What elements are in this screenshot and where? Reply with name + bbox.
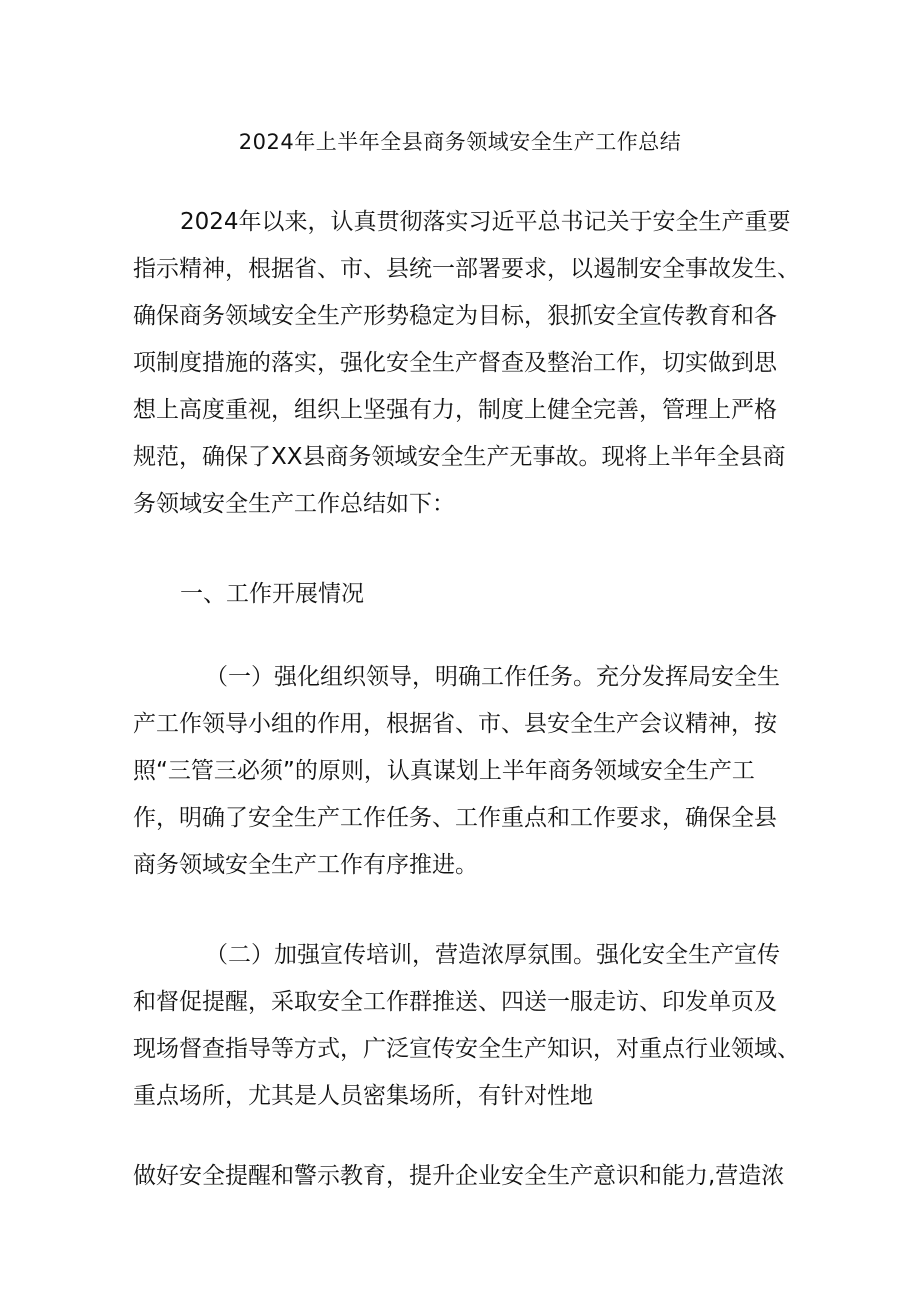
paragraph-1-line: 产工作领导小组的作用，根据省、市、县安全生产会议精神，按 <box>133 711 777 737</box>
intro-line: 指示精神，根据省、市、县统一部署要求，以遏制安全事故发生、 <box>133 256 800 282</box>
paragraph-2-line: （二）加强宣传培训，营造浓厚氛围。强化安全生产宣传 <box>205 942 780 968</box>
intro-line: 项制度措施的落实，强化安全生产督查及整治工作，切实做到思 <box>133 350 777 376</box>
paragraph-1-line: 照“三管三必须”的原则，认真谋划上半年商务领域安全生产工 <box>133 758 755 784</box>
paragraph-2-line: 现场督查指导等方式，广泛宣传安全生产知识，对重点行业领域、 <box>133 1036 800 1062</box>
paragraph-1-line: 作，明确了安全生产工作任务、工作重点和工作要求，确保全县 <box>133 805 777 831</box>
intro-line: 想上高度重视，组织上坚强有力，制度上健全完善，管理上严格 <box>133 397 777 423</box>
intro-paragraph <box>133 199 800 528</box>
paragraph-2-line: 和督促提醒，采取安全工作群推送、四送一服走访、印发单页及 <box>133 989 777 1015</box>
paragraph-2 <box>133 932 800 1120</box>
section-heading-block <box>133 571 793 618</box>
section-heading: 一、工作开展情况 <box>180 581 364 607</box>
paragraph-2-line: 重点场所，尤其是人员密集场所，有针对性地 <box>133 1083 593 1109</box>
intro-line: 规范，确保了XX县商务领域安全生产无事故。现将上半年全县商 <box>133 444 786 470</box>
continuation-line: 做好安全提醒和警示教育，提升企业安全生产意识和能力,营造浓 <box>133 1163 785 1189</box>
intro-line: 务领域安全生产工作总结如下： <box>133 491 455 517</box>
intro-line: 确保商务领域安全生产形势稳定为目标，狠抓安全宣传教育和各 <box>133 303 777 329</box>
intro-line: 2024年以来，认真贯彻落实习近平总书记关于安全生产重要 <box>180 209 791 235</box>
paragraph-1 <box>133 654 793 889</box>
continuation-paragraph <box>133 1153 793 1200</box>
document-title: 2024年上半年全县商务领域安全生产工作总结 <box>238 130 682 154</box>
paragraph-1-line: 商务领域安全生产工作有序推进。 <box>133 852 478 878</box>
paragraph-1-line: （一）强化组织领导，明确工作任务。充分发挥局安全生 <box>205 664 780 690</box>
